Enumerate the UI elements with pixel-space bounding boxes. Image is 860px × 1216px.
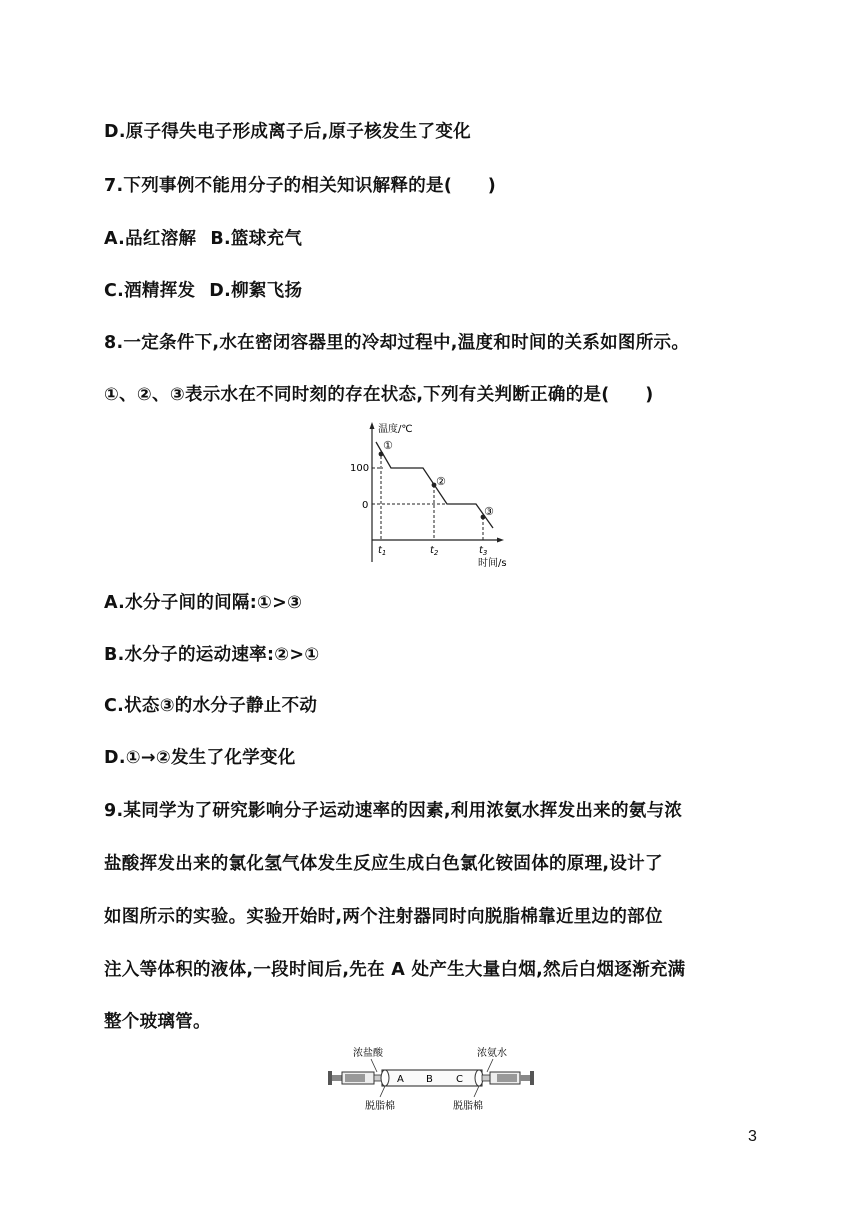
q7-option-a: A.品红溶解 bbox=[104, 229, 197, 249]
position-b-label: B bbox=[426, 1074, 433, 1085]
position-c-label: C bbox=[456, 1074, 463, 1085]
q9-stem-line5: 整个玻璃管。 bbox=[104, 1012, 211, 1032]
q9-stem-line4: 注入等体积的液体,一段时间后,先在 A 处产生大量白烟,然后白烟逐渐充满 bbox=[104, 960, 686, 980]
q9-stem-line3: 如图所示的实验。实验开始时,两个注射器同时向脱脂棉靠近里边的部位 bbox=[104, 907, 663, 927]
left-plunger-rod bbox=[332, 1075, 342, 1081]
q7-stem: 7.下列事例不能用分子的相关知识解释的是( ) bbox=[104, 176, 497, 196]
state-3-label: ③ bbox=[484, 505, 494, 518]
t2-label: $t_2$ bbox=[430, 545, 439, 557]
left-plunger-end bbox=[328, 1071, 332, 1085]
y-axis-label: 温度/℃ bbox=[378, 424, 413, 435]
q7-options-ab bbox=[104, 225, 302, 250]
page-number: 3 bbox=[748, 1128, 757, 1145]
right-plunger-rod bbox=[520, 1075, 530, 1081]
t3-label: $t_3$ bbox=[479, 545, 488, 557]
left-syringe-liquid bbox=[345, 1074, 365, 1082]
q8-option-a: A.水分子间的间隔:①>③ bbox=[104, 593, 303, 613]
q8-option-b: B.水分子的运动速率:②>① bbox=[104, 645, 320, 665]
y-tick-100: 100 bbox=[350, 463, 370, 474]
right-label-leader bbox=[487, 1059, 493, 1072]
left-label-leader bbox=[371, 1059, 377, 1072]
q8-option-d: D.①→②发生了化学变化 bbox=[104, 748, 296, 768]
q9-stem-line1: 9.某同学为了研究影响分子运动速率的因素,利用浓氨水挥发出来的氨与浓 bbox=[104, 801, 683, 821]
right-plunger-end bbox=[530, 1071, 534, 1085]
q8-stem-line2: ①、②、③表示水在不同时刻的存在状态,下列有关判断正确的是( ) bbox=[104, 385, 654, 405]
y-tick-0: 0 bbox=[362, 500, 369, 511]
q8-option-c: C.状态③的水分子静止不动 bbox=[104, 696, 318, 716]
left-cotton-label: 脱脂棉 bbox=[365, 1101, 395, 1112]
hydrochloric-acid-label: 浓盐酸 bbox=[353, 1048, 383, 1059]
q9-stem-line2: 盐酸挥发出来的氯化氢气体发生反应生成白色氯化铵固体的原理,设计了 bbox=[104, 854, 663, 874]
state-1-label: ① bbox=[383, 439, 393, 452]
q7-option-b: B.篮球充气 bbox=[210, 229, 303, 249]
x-axis-label: 时间/s bbox=[478, 558, 507, 569]
position-a-label: A bbox=[397, 1074, 404, 1085]
q6-option-d: D.原子得失电子形成离子后,原子核发生了变化 bbox=[104, 122, 471, 142]
t1-label: $t_1$ bbox=[378, 545, 387, 557]
left-cotton-leader bbox=[380, 1086, 385, 1097]
diffusion-apparatus-figure bbox=[325, 1044, 537, 1114]
right-cotton-leader bbox=[474, 1086, 479, 1097]
right-syringe-liquid bbox=[497, 1074, 517, 1082]
left-cotton bbox=[381, 1070, 389, 1086]
q8-stem-line1: 8.一定条件下,水在密闭容器里的冷却过程中,温度和时间的关系如图所示。 bbox=[104, 333, 690, 353]
x-axis-arrow bbox=[497, 538, 504, 543]
right-cotton-label: 脱脂棉 bbox=[453, 1101, 483, 1112]
y-axis-arrow bbox=[370, 422, 375, 429]
q7-option-c: C.酒精挥发 bbox=[104, 281, 196, 301]
q7-options-cd bbox=[104, 277, 302, 302]
cooling-curve-figure bbox=[350, 420, 520, 570]
q7-option-d: D.柳絮飞扬 bbox=[209, 281, 303, 301]
ammonia-label: 浓氨水 bbox=[477, 1048, 507, 1059]
right-needle bbox=[482, 1075, 490, 1081]
state-1-point bbox=[379, 452, 384, 457]
state-2-label: ② bbox=[436, 475, 446, 488]
